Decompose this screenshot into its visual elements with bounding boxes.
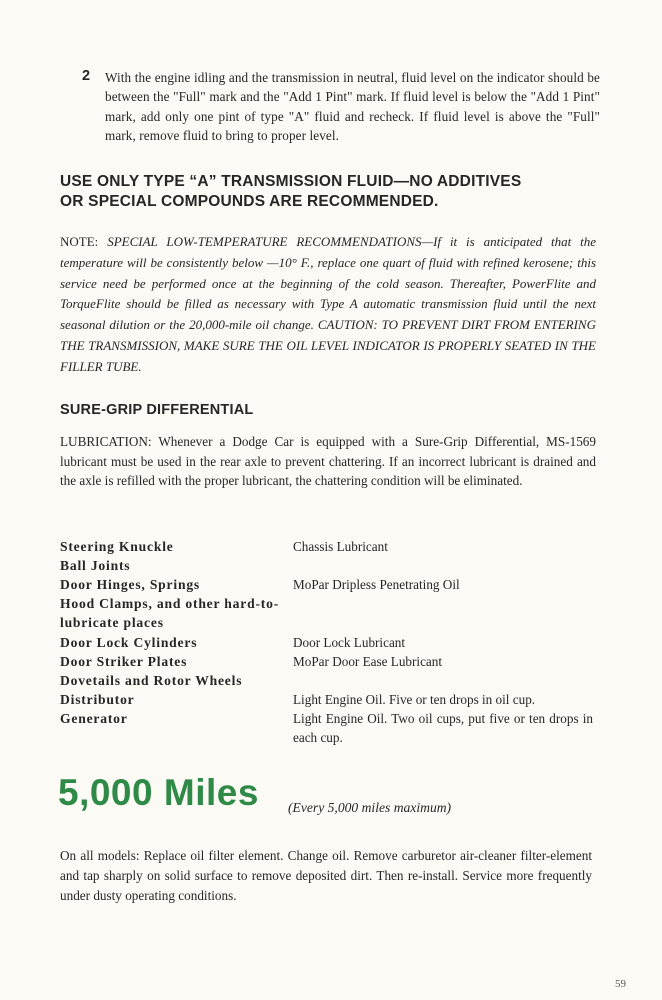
step-number: 2 bbox=[82, 68, 91, 84]
part-name: Ball Joints bbox=[60, 558, 131, 573]
part-name: Dovetails and Rotor Wheels bbox=[60, 673, 243, 688]
lubricant-name: MoPar Dripless Penetrating Oil bbox=[293, 577, 460, 592]
sure-grip-lubrication-text: LUBRICATION: Whenever a Dodge Car is equipped with a Sure-Grip Differential, MS-1569 lubricant must be used in the rear axle to prevent chattering. If an incorrect lubricant is drained and the axle is refilled with the proper lubricant, the chattering condition will be eliminated. bbox=[60, 434, 596, 489]
part-name: Door Lock Cylinders bbox=[60, 635, 198, 650]
lubricant-name: Door Lock Lubricant bbox=[293, 635, 406, 650]
part-name: Door Striker Plates bbox=[60, 654, 188, 669]
mileage-heading: 5,000 Miles bbox=[58, 772, 259, 813]
procedure-step bbox=[82, 68, 600, 146]
part-name: Distributor bbox=[60, 692, 135, 707]
lubricant-name: MoPar Door Ease Lubricant bbox=[293, 654, 443, 669]
fluid-warning: USE ONLY TYPE “A” TRANSMISSION FLUID—NO ADDITIVES OR SPECIAL COMPOUNDS ARE RECOMMENDED. bbox=[60, 173, 522, 210]
lubricant-name: Chassis Lubricant bbox=[293, 539, 388, 554]
mileage-interval-note: (Every 5,000 miles maximum) bbox=[288, 800, 452, 815]
low-temperature-note bbox=[60, 232, 596, 378]
part-name: Door Hinges, Springs bbox=[60, 577, 201, 592]
part-name: Hood Clamps, and other hard-to-lubricate places bbox=[60, 596, 280, 631]
part-name: Steering Knuckle bbox=[60, 539, 174, 554]
lubricant-name: Light Engine Oil. Five or ten drops in oil cup. bbox=[293, 692, 536, 707]
sure-grip-heading: SURE-GRIP DIFFERENTIAL bbox=[60, 402, 254, 418]
page-number: 59 bbox=[615, 978, 626, 990]
part-name: Generator bbox=[60, 711, 128, 726]
step-text: With the engine idling and the transmission in neutral, fluid level on the indicator should be between the "Full" mark and the "Add 1 Pint" mark. If fluid level is below the "Add 1 Pint" mark, add only one pint of type "A" fluid and recheck. If fluid level is above the "Full" mark, remove fluid to bring to proper level. bbox=[105, 70, 600, 144]
note-label: NOTE: bbox=[60, 234, 99, 249]
mileage-service-text: On all models: Replace oil filter element. Change oil. Remove carburetor air-cleaner filter-element and tap sharply on solid surface to remove deposited dirt. Then re-install. Service more frequently under dusty operating conditions. bbox=[60, 848, 592, 903]
note-body: SPECIAL LOW-TEMPERATURE RECOMMENDATIONS—If it is anticipated that the temperature will be consistently below —10° F., replace one quart of fluid with refined kerosene; this service need be performed once at the beginning of the cold season. Thereafter, PowerFlite and TorqueFlite should be filled as necessary with Type A automatic transmission fluid until the next seasonal dilution or the 20,000-mile oil change. CAUTION: TO PREVENT DIRT FROM ENTERING THE TRANSMISSION, MAKE SURE THE OIL LEVEL INDICATOR IS PROPERLY SEATED IN THE FILLER TUBE. bbox=[60, 234, 597, 374]
lubricant-name: Light Engine Oil. Two oil cups, put five or ten drops in each cup. bbox=[293, 711, 593, 746]
